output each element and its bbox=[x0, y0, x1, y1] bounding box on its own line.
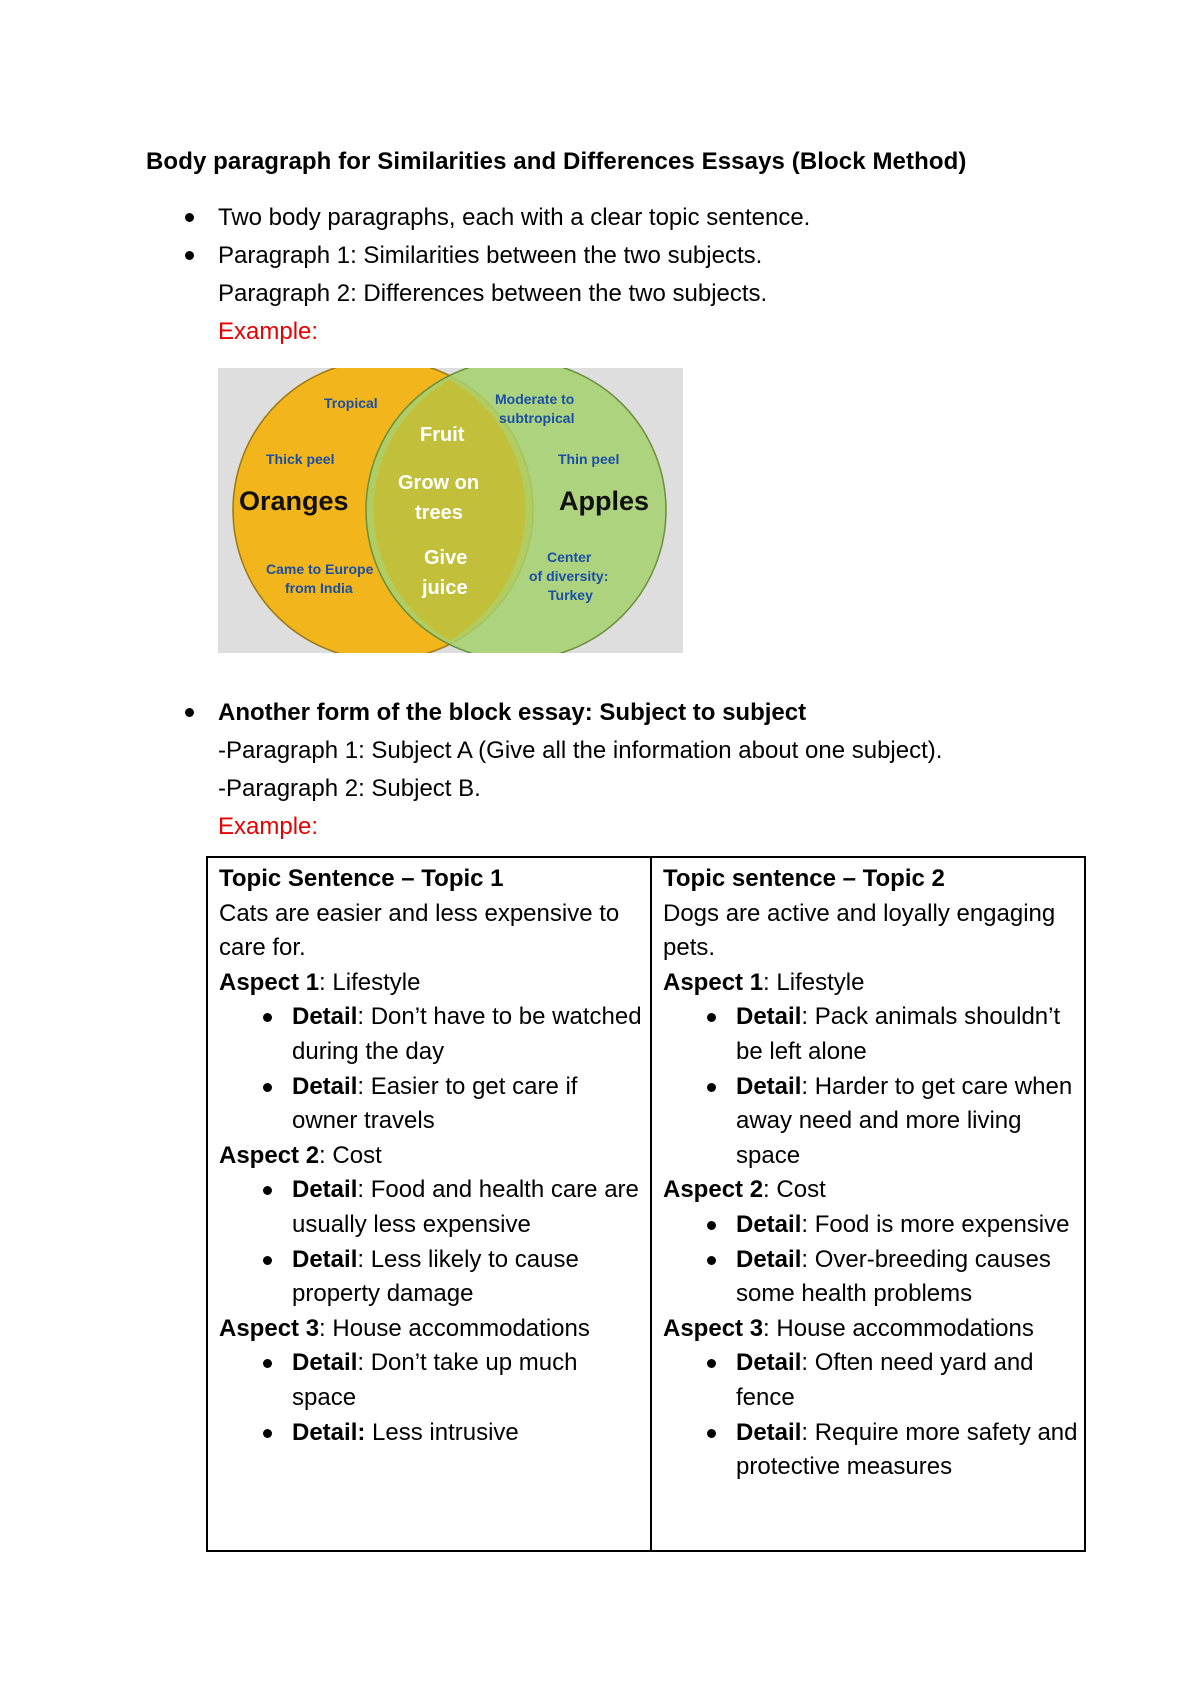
detail-label: Detail bbox=[292, 1003, 358, 1031]
detail-text: : Food and health care are usually less expensive bbox=[292, 1176, 639, 1238]
bullet-dot bbox=[707, 1429, 716, 1438]
table-cell-topic-2 bbox=[663, 862, 1083, 1485]
detail-label: Detail bbox=[292, 1072, 358, 1100]
detail-label: Detail bbox=[292, 1176, 358, 1204]
venn-right-item: subtropical bbox=[499, 410, 575, 426]
aspect-text: : Lifestyle bbox=[763, 968, 865, 996]
table-cell-topic-1 bbox=[219, 862, 644, 1450]
aspect-line bbox=[219, 966, 644, 1001]
bullet-dot bbox=[263, 1083, 272, 1092]
detail-item bbox=[663, 1346, 1083, 1415]
comparison-table bbox=[206, 856, 1086, 1552]
topic-title: Topic Sentence – Topic 1 bbox=[219, 865, 504, 892]
aspect-label: Aspect 2 bbox=[219, 1141, 320, 1169]
detail-text: : Pack animals shouldn’t be left alone bbox=[736, 1003, 1061, 1065]
venn-shared-item: Give bbox=[424, 547, 468, 569]
paragraph-2-line: Paragraph 2: Differences between the two subjects. bbox=[218, 280, 768, 307]
detail-item bbox=[219, 1243, 644, 1312]
bullet-dot bbox=[707, 1013, 716, 1022]
detail-label: Detail bbox=[736, 1245, 802, 1273]
venn-left-item: from India bbox=[285, 580, 353, 596]
bullet-dot bbox=[185, 213, 194, 222]
detail-text: : Over-breeding causes some health problems bbox=[736, 1245, 1051, 1308]
detail-item bbox=[219, 1416, 644, 1451]
venn-left-item: Came to Europe bbox=[266, 561, 374, 577]
detail-label: Detail bbox=[292, 1349, 358, 1377]
detail-label: Detail bbox=[736, 1349, 802, 1377]
aspect-label: Aspect 1 bbox=[663, 968, 764, 996]
aspect-label: Aspect 3 bbox=[219, 1314, 320, 1342]
venn-right-item: Moderate to bbox=[495, 391, 575, 407]
detail-text: : Don’t take up much space bbox=[292, 1349, 578, 1411]
topic-sentence: Dogs are active and loyally engaging pets. bbox=[663, 899, 1056, 962]
venn-right-item: Thin peel bbox=[558, 451, 620, 467]
aspect-text: : House accommodations bbox=[763, 1314, 1034, 1342]
bullet-dot bbox=[707, 1256, 716, 1265]
detail-text: : Less likely to cause property damage bbox=[292, 1245, 579, 1308]
detail-text: : Often need yard and fence bbox=[736, 1349, 1034, 1411]
venn-diagram-image bbox=[218, 368, 683, 653]
venn-left-subject: Oranges bbox=[239, 486, 349, 516]
aspect-text: : Lifestyle bbox=[319, 968, 421, 996]
detail-item bbox=[663, 1070, 1083, 1174]
venn-shared-item: Fruit bbox=[420, 424, 465, 446]
detail-text: : Easier to get care if owner travels bbox=[292, 1072, 578, 1135]
detail-label: Detail bbox=[736, 1003, 802, 1031]
venn-right-item: Center bbox=[547, 549, 592, 565]
venn-left-item: Tropical bbox=[324, 395, 378, 411]
venn-shared-item: Grow on bbox=[398, 472, 480, 494]
bullet-dot bbox=[263, 1013, 272, 1022]
block-form-line: -Paragraph 2: Subject B. bbox=[218, 775, 481, 802]
detail-text: : Don’t have to be watched during the day bbox=[292, 1003, 642, 1065]
detail-item bbox=[219, 1000, 644, 1069]
detail-item bbox=[663, 1243, 1083, 1312]
aspect-line bbox=[219, 1312, 644, 1347]
aspect-line bbox=[663, 1312, 1083, 1347]
detail-item bbox=[663, 1208, 1083, 1243]
aspect-line bbox=[663, 966, 1083, 1001]
detail-item bbox=[219, 1346, 644, 1415]
detail-text: : Harder to get care when away need and more living space bbox=[736, 1072, 1073, 1169]
table-divider bbox=[650, 858, 652, 1550]
example-label: Example: bbox=[218, 813, 319, 840]
venn-right-subject: Apples bbox=[559, 486, 650, 516]
detail-label: Detail bbox=[736, 1418, 802, 1446]
detail-label: Detail bbox=[292, 1245, 358, 1273]
aspect-text: : House accommodations bbox=[319, 1314, 590, 1342]
block-form-bullet: Another form of the block essay: Subject to subject bbox=[218, 699, 807, 726]
venn-right-item: of diversity: bbox=[529, 568, 609, 584]
aspect-label: Aspect 2 bbox=[663, 1176, 764, 1204]
aspect-line bbox=[219, 1139, 644, 1174]
venn-shared-item: juice bbox=[422, 577, 468, 599]
detail-text: : Food is more expensive bbox=[801, 1210, 1070, 1238]
venn-right-item: Turkey bbox=[548, 587, 593, 603]
detail-item bbox=[219, 1173, 644, 1242]
detail-item bbox=[663, 1000, 1083, 1069]
venn-shared-item: trees bbox=[415, 502, 463, 524]
bullet-dot bbox=[263, 1256, 272, 1265]
detail-text: Less intrusive bbox=[365, 1418, 519, 1446]
detail-text: : Require more safety and protective measures bbox=[736, 1418, 1078, 1481]
bullet-dot bbox=[707, 1083, 716, 1092]
bullet-dot bbox=[707, 1221, 716, 1230]
aspect-line bbox=[663, 1173, 1083, 1208]
aspect-label: Aspect 1 bbox=[219, 968, 320, 996]
aspect-text: : Cost bbox=[763, 1176, 826, 1204]
detail-label: Detail bbox=[736, 1210, 802, 1238]
bullet-dot bbox=[263, 1186, 272, 1195]
detail-label: Detail: bbox=[292, 1418, 366, 1446]
venn-left-item: Thick peel bbox=[266, 451, 335, 467]
example-label: Example: bbox=[218, 318, 319, 345]
detail-item bbox=[219, 1070, 644, 1139]
detail-item bbox=[663, 1416, 1083, 1485]
bullet-dot bbox=[263, 1359, 272, 1368]
bullet-dot bbox=[185, 251, 194, 260]
page-heading: Body paragraph for Similarities and Differences Essays (Block Method) bbox=[146, 148, 967, 175]
bullet-text: Paragraph 1: Similarities between the two subjects. bbox=[218, 242, 763, 269]
aspect-text: : Cost bbox=[319, 1141, 382, 1169]
bullet-dot bbox=[707, 1359, 716, 1368]
detail-label: Detail bbox=[736, 1072, 802, 1100]
block-form-line: -Paragraph 1: Subject A (Give all the information about one subject). bbox=[218, 737, 943, 764]
topic-title: Topic sentence – Topic 2 bbox=[663, 865, 945, 892]
bullet-text: Two body paragraphs, each with a clear topic sentence. bbox=[218, 204, 811, 231]
bullet-dot bbox=[185, 708, 194, 717]
bullet-dot bbox=[263, 1429, 272, 1438]
aspect-label: Aspect 3 bbox=[663, 1314, 764, 1342]
topic-sentence: Cats are easier and less expensive to care for. bbox=[219, 899, 620, 962]
